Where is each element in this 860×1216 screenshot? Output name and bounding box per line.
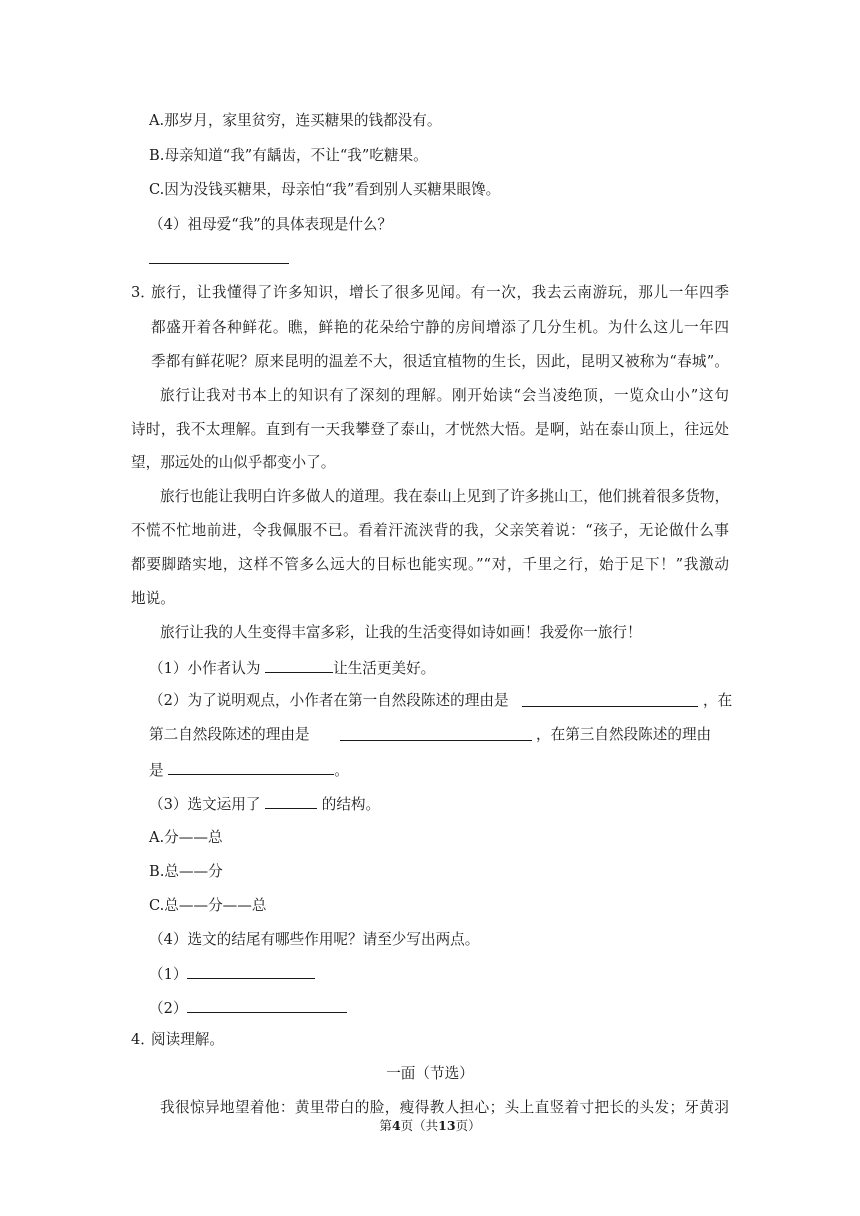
q3-s3-prefix: （3）选文运用了: [149, 796, 266, 813]
q3-s4-1-label: （1）: [149, 966, 188, 983]
q3-subquestion-4: （4）选文的结尾有哪些作用呢？请至少写出两点。: [149, 931, 480, 948]
q3-s4-answer-1: [149, 963, 315, 985]
footer-total-pages: 13: [438, 1118, 456, 1133]
q3-s4-2-label: （2）: [149, 1000, 188, 1017]
q2-option-b: B.母亲知道“我”有龋齿，不让“我”吃糖果。: [149, 147, 428, 164]
q3-paragraph-3-line-1: 旅行也能让我明白许多做人的道理。我在泰山上见到了许多挑山工，他们挑着很多货物，: [160, 488, 730, 505]
q3-s2-mid-2: ，在第三自然段陈述的理由: [536, 726, 712, 743]
q3-s2-end: 。: [334, 762, 349, 779]
footer-middle: 页（共: [400, 1118, 439, 1133]
q3-paragraph-3-line-2: 不慌不忙地前进，令我佩服不已。看着汗流浃背的我，父亲笑着说：“孩子，无论做什么事: [131, 522, 729, 539]
q4-prompt: 阅读理解。: [151, 1031, 224, 1048]
q3-subquestion-1: [149, 657, 435, 679]
q3-s4-answer-2: [149, 997, 347, 1019]
q2-option-c: C.因为没钱买糖果，母亲怕“我”看到别人买糖果眼馋。: [149, 181, 501, 198]
q3-s2-prefix: （2）为了说明观点，小作者在第一自然段陈述的理由是: [149, 692, 509, 709]
q3-s4-2-blank[interactable]: [187, 997, 347, 1013]
q3-option-a: A.分——总: [149, 829, 223, 846]
q3-paragraph-1-line-1: 旅行，让我懂得了许多知识，增长了很多见闻。有一次，我去云南游玩，那儿一年四季: [151, 284, 729, 301]
q3-subquestion-3: [149, 793, 380, 815]
q4-number: 4．: [131, 1031, 155, 1048]
q3-s3-suffix: 的结构。: [317, 796, 381, 813]
q3-option-b: B.总——分: [149, 863, 223, 880]
q3-paragraph-3-line-3: 都要脚踏实地，这样不管多么远大的目标也能实现。”“对，千里之行，始于足下！”我激动: [131, 556, 729, 573]
page-footer: [0, 1118, 860, 1134]
q3-s2-blank-3[interactable]: [168, 759, 334, 775]
q3-s4-1-blank[interactable]: [187, 963, 315, 979]
q3-s2-line3-prefix: 是: [149, 762, 169, 779]
q2-answer-line[interactable]: [149, 263, 289, 264]
q2-subquestion-4: （4）祖母爱“我”的具体表现是什么？: [149, 216, 393, 233]
q3-number: 3．: [131, 284, 155, 301]
q3-paragraph-1-line-2: 都盛开着各种鲜花。瞧，鲜艳的花朵给宁静的房间增添了几分生机。为什么这儿一年四: [151, 319, 729, 336]
q3-paragraph-2-line-1: 旅行让我对书本上的知识有了深刻的理解。刚开始读“会当凌绝顶，一览众山小”这句: [160, 387, 729, 404]
q3-s2-blank-1[interactable]: [522, 691, 698, 707]
q3-option-c: C.总——分——总: [149, 897, 267, 914]
q3-s2-mid-1: ，在: [703, 692, 733, 709]
q3-s1-blank[interactable]: [265, 657, 333, 673]
q3-s1-suffix: 让生活更美好。: [333, 660, 436, 677]
q3-paragraph-4: 旅行让我的人生变得丰富多彩，让我的生活变得如诗如画！我爱你一旅行！: [160, 624, 642, 641]
q3-paragraph-2-line-3: 望，那远处的山似乎都变小了。: [131, 454, 336, 471]
q3-s3-blank[interactable]: [265, 793, 317, 809]
q3-subquestion-2-line-1: [149, 691, 509, 711]
q3-s1-prefix: （1）小作者认为: [149, 660, 266, 677]
q3-subquestion-2-line-3: [149, 759, 349, 781]
footer-suffix: 页）: [455, 1118, 481, 1133]
q3-paragraph-1-line-3: 季都有鲜花呢？原来昆明的温差不大，很适宜植物的生长，因此，昆明又被称为“春城”。: [151, 353, 729, 370]
q4-passage-line-1: 我很惊异地望着他：黄里带白的脸，瘦得教人担心；头上直竖着寸把长的头发；牙黄羽: [160, 1099, 729, 1116]
footer-prefix: 第: [379, 1118, 392, 1133]
q4-passage-title: 一面（节选）: [386, 1065, 474, 1082]
q3-subquestion-2-line-2: 第二自然段陈述的理由是: [149, 726, 310, 743]
q3-s2-blank-2[interactable]: [340, 725, 532, 741]
q2-option-a: A.那岁月，家里贫穷，连买糖果的钱都没有。: [149, 112, 442, 129]
q3-paragraph-2-line-2: 诗时，我不太理解。直到有一天我攀登了泰山，才恍然大悟。是啊，站在泰山顶上，往远处: [131, 421, 729, 438]
footer-page-number: 4: [391, 1118, 401, 1133]
q3-paragraph-3-line-4: 地说。: [131, 590, 175, 607]
